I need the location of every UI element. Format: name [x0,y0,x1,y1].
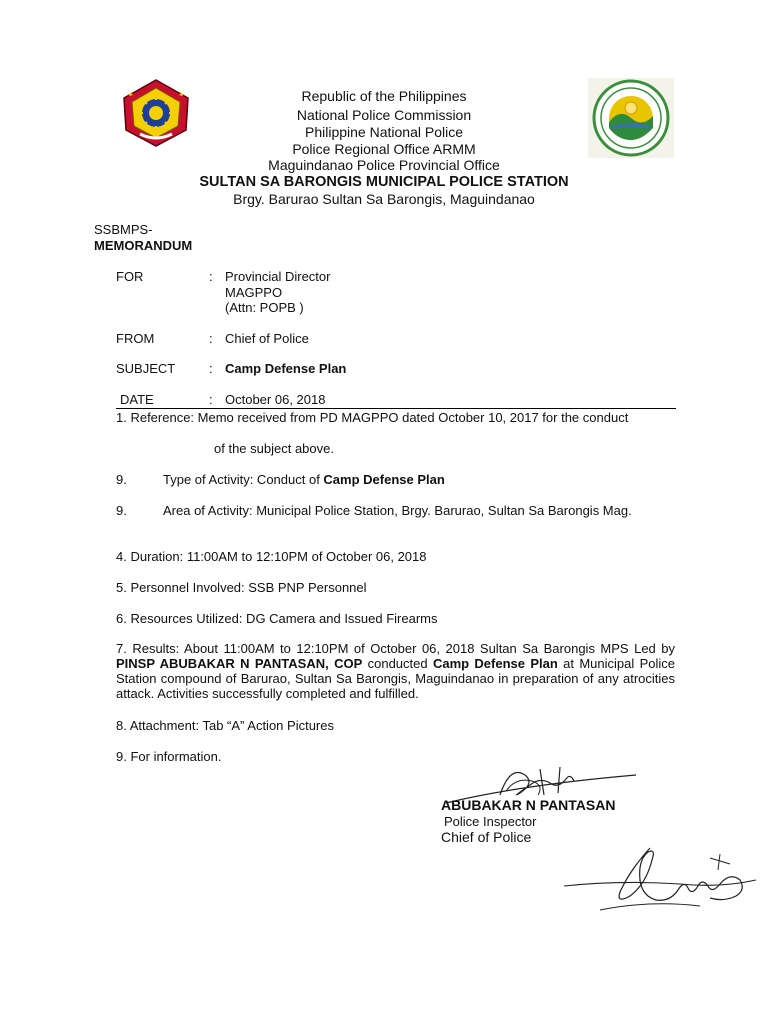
for-colon: : [209,269,213,284]
item-resources: 6. Resources Utilized: DG Camera and Issued Firearms [116,611,438,626]
item-personnel: 5. Personnel Involved: SSB PNP Personnel [116,580,367,595]
for-value-line-2: MAGPPO [225,285,283,300]
from-colon: : [209,331,213,346]
date-value: October 06, 2018 [225,392,326,407]
results-officer: PINSP ABUBAKAR N PANTASAN, COP [116,656,363,671]
results-text-a: 7. Results: About 11:00AM to 12:10PM of October 06, 2018 Sultan Sa Barongis MPS Led by [116,641,675,656]
header-divider [116,408,676,409]
item-area-of-activity: Area of Activity: Municipal Police Station, Brgy. Barurao, Sultan Sa Barongis Mag. [163,503,632,518]
subject-value: Camp Defense Plan [225,361,347,376]
item-for-information: 9. For information. [116,749,222,764]
header-line-province: Maguindanao Police Provincial Office [268,157,500,173]
signatory-position: Chief of Police [441,829,532,845]
item-type-of-activity [163,472,445,487]
type-of-activity-text: Type of Activity: Conduct of [163,472,324,487]
header-line-region: Police Regional Office ARMM [292,141,476,157]
item-reference: 1. Reference: Memo received from PD MAGPPO dated October 10, 2017 for the conduct [116,410,629,425]
signatory-name: ABUBAKAR N PANTASAN [441,797,616,813]
item-type-number: 9. [116,472,127,487]
second-signature-scribble [560,840,760,920]
for-value-line-3: (Attn: POPB ) [225,300,304,315]
from-value: Chief of Police [225,331,309,346]
date-label: DATE [120,392,154,407]
reference-number: SSBMPS- [94,222,153,237]
item-reference-continued: of the subject above. [214,441,334,456]
results-plan: Camp Defense Plan [432,656,558,671]
header-line-pnp: Philippine National Police [305,124,463,140]
subject-label: SUBJECT [116,361,176,376]
subject-colon: : [209,361,213,376]
for-label: FOR [116,269,144,284]
date-colon: : [209,392,213,407]
results-text-e: at Municipal Police Station compound of Barurao, Sultan Sa Barongis, Maguindanao in preparation of any atrocities attack. Activities successfully completed and fulfilled. [116,656,675,701]
item-attachment: 8. Attachment: Tab “A” Action Pictures [116,718,334,733]
type-of-activity-bold: Camp Defense Plan [323,472,445,487]
header-line-napolcom: National Police Commission [296,107,472,123]
results-text-c: conducted [362,656,433,671]
signatory-rank: Police Inspector [444,814,537,829]
from-label: FROM [116,331,155,346]
memorandum-title: MEMORANDUM [94,238,193,253]
header-line-republic: Republic of the Philippines [301,88,467,104]
item-area-number: 9. [116,503,127,518]
item-duration: 4. Duration: 11:00AM to 12:10PM of October 06, 2018 [116,549,427,564]
station-address: Brgy. Barurao Sultan Sa Barongis, Maguindanao [233,191,535,207]
station-name: SULTAN SA BARONGIS MUNICIPAL POLICE STATION [199,174,569,190]
item-results [116,641,675,701]
for-value-line-1: Provincial Director [225,269,331,284]
